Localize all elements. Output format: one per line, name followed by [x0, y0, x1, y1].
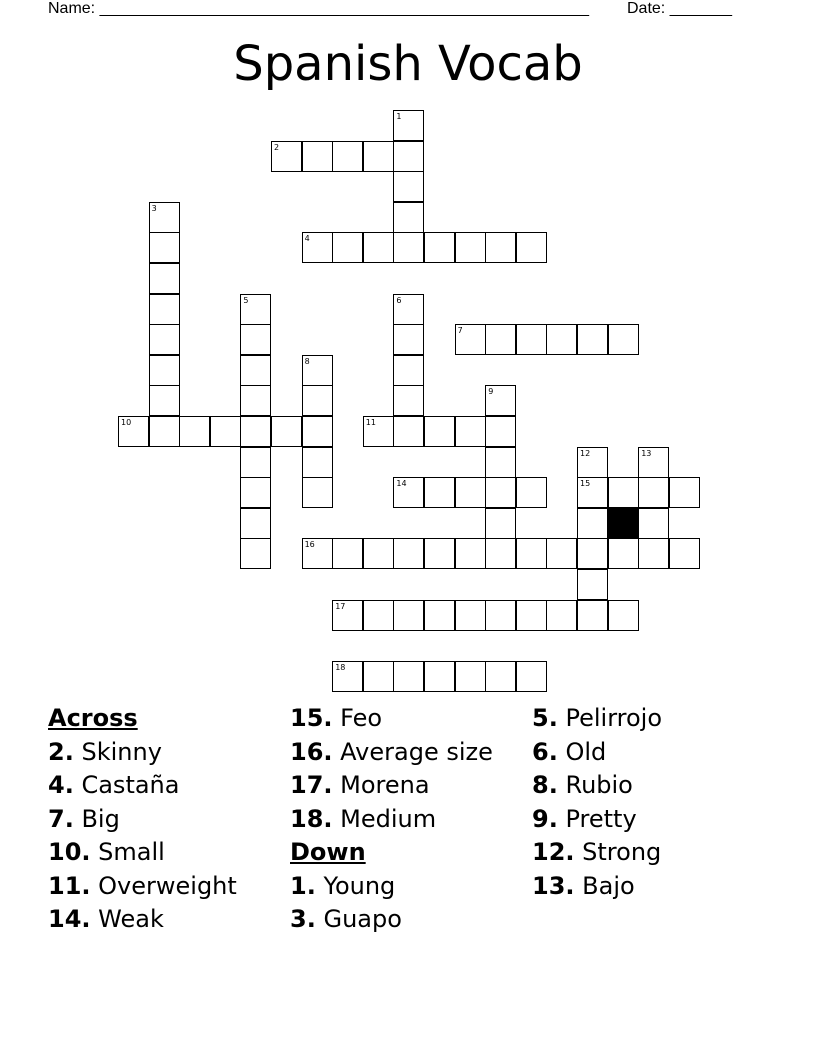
crossword-cell[interactable]	[485, 477, 516, 508]
cell-number: 11	[365, 418, 376, 427]
crossword-cell[interactable]	[393, 355, 424, 386]
crossword-cell[interactable]	[271, 416, 302, 447]
clue-text: Average size	[340, 737, 493, 766]
down-clue	[532, 870, 662, 904]
clue-text: Medium	[340, 804, 437, 833]
across-clue	[48, 803, 237, 837]
crossword-cell[interactable]	[424, 232, 455, 263]
across-heading: Across	[48, 704, 138, 732]
crossword-cell[interactable]	[485, 232, 516, 263]
crossword-cell[interactable]	[424, 416, 455, 447]
crossword-cell[interactable]	[485, 416, 516, 447]
cell-number: 3	[151, 203, 157, 213]
crossword-cell[interactable]	[546, 600, 577, 631]
cell-number: 4	[304, 234, 310, 244]
crossword-cell[interactable]	[516, 661, 547, 692]
clue-number: 13.	[532, 871, 575, 900]
cell-number: 9	[488, 387, 494, 397]
crossword-cell[interactable]	[393, 232, 424, 263]
crossword-cell[interactable]	[302, 538, 333, 569]
crossword-cell[interactable]	[363, 538, 394, 569]
cell-number: 16	[304, 540, 315, 550]
crossword-cell[interactable]	[577, 538, 608, 569]
clue-column-3	[532, 702, 662, 903]
crossword-cell[interactable]	[455, 324, 486, 355]
crossword-cell[interactable]	[332, 141, 363, 172]
crossword-cell[interactable]	[577, 569, 608, 600]
crossword-cell[interactable]	[455, 600, 486, 631]
crossword-cell[interactable]	[485, 447, 516, 478]
cell-number: 14	[396, 479, 407, 489]
clue-number: 1.	[290, 871, 316, 900]
clue-number: 6.	[532, 737, 558, 766]
clue-text: Guapo	[323, 905, 402, 933]
crossword-cell[interactable]	[393, 538, 424, 569]
clue-number: 15.	[290, 704, 333, 732]
clue-text: Morena	[340, 771, 430, 799]
crossword-cell[interactable]	[149, 232, 180, 263]
crossword-cell[interactable]	[332, 538, 363, 569]
cell-number: 6	[396, 295, 402, 305]
crossword-cell[interactable]	[393, 110, 424, 141]
down-heading: Down	[290, 838, 366, 866]
crossword-cell[interactable]	[608, 324, 639, 355]
crossword-cell[interactable]	[393, 416, 424, 447]
crossword-cell[interactable]	[516, 324, 547, 355]
crossword-cell[interactable]	[577, 447, 608, 478]
across-clue	[48, 736, 237, 770]
crossword-cell[interactable]	[393, 141, 424, 172]
clue-number: 9.	[532, 804, 558, 833]
across-clue	[48, 769, 237, 803]
across-clue	[290, 769, 493, 803]
crossword-cell[interactable]	[240, 508, 271, 539]
crossword-cell[interactable]	[516, 538, 547, 569]
clue-number: 7.	[48, 804, 74, 833]
clue-number: 5.	[532, 704, 558, 732]
crossword-cell[interactable]	[332, 600, 363, 631]
crossword-cell[interactable]	[302, 447, 333, 478]
crossword-cell[interactable]	[149, 355, 180, 386]
crossword-cell[interactable]	[485, 600, 516, 631]
clue-text: Overweight	[98, 871, 237, 900]
crossword-cell[interactable]	[363, 416, 394, 447]
crossword-cell[interactable]	[577, 477, 608, 508]
clue-text: Skinny	[81, 737, 162, 766]
crossword-cell[interactable]	[210, 416, 241, 447]
clue-column-1	[48, 702, 237, 937]
crossword-cell[interactable]	[638, 447, 669, 478]
crossword-cell[interactable]	[332, 232, 363, 263]
crossword-cell[interactable]	[455, 416, 486, 447]
crossword-cell[interactable]	[118, 416, 149, 447]
crossword-cell[interactable]	[485, 538, 516, 569]
cell-number: 10	[121, 418, 132, 427]
date-field-label: Date: _______	[627, 0, 732, 17]
crossword-cell[interactable]	[608, 600, 639, 631]
crossword-cell[interactable]	[240, 294, 271, 325]
crossword-cell[interactable]	[393, 600, 424, 631]
clue-text: Rubio	[565, 771, 633, 799]
crossword-cell[interactable]	[149, 294, 180, 325]
cell-number: 15	[580, 479, 591, 489]
crossword-cell[interactable]	[424, 661, 455, 692]
clue-number: 10.	[48, 838, 91, 866]
down-clue	[532, 803, 662, 837]
crossword-cell[interactable]	[455, 232, 486, 263]
clue-number: 14.	[48, 905, 91, 933]
crossword-cell[interactable]	[485, 508, 516, 539]
crossword-cell[interactable]	[546, 324, 577, 355]
crossword-cell[interactable]	[363, 232, 394, 263]
crossword-cell[interactable]	[363, 141, 394, 172]
crossword-cell[interactable]	[393, 661, 424, 692]
crossword-cell[interactable]	[271, 141, 302, 172]
crossword-cell[interactable]	[302, 416, 333, 447]
crossword-cell[interactable]	[669, 538, 700, 569]
crossword-cell[interactable]	[424, 477, 455, 508]
crossword-cell[interactable]	[240, 385, 271, 416]
clue-number: 11.	[48, 871, 91, 900]
crossword-cell[interactable]	[393, 324, 424, 355]
cell-number: 12	[580, 448, 591, 458]
crossword-cell[interactable]	[240, 324, 271, 355]
cell-number: 17	[335, 601, 346, 611]
crossword-cell[interactable]	[424, 600, 455, 631]
crossword-cell[interactable]	[149, 416, 180, 447]
crossword-cell[interactable]	[149, 324, 180, 355]
crossword-cell[interactable]	[546, 538, 577, 569]
clue-text: Bajo	[582, 871, 635, 900]
crossword-cell[interactable]	[240, 355, 271, 386]
down-clue	[290, 903, 493, 937]
crossword-cell[interactable]	[638, 538, 669, 569]
down-clue	[532, 736, 662, 770]
crossword-cell[interactable]	[516, 232, 547, 263]
down-clue	[290, 870, 493, 904]
across-clue	[48, 870, 237, 904]
crossword-cell[interactable]	[638, 508, 669, 539]
crossword-cell[interactable]	[302, 141, 333, 172]
crossword-cell[interactable]	[179, 416, 210, 447]
crossword-cell[interactable]	[393, 202, 424, 233]
cell-number: 13	[641, 448, 652, 458]
clue-number: 3.	[290, 905, 316, 933]
clue-text: Pelirrojo	[565, 704, 663, 732]
clue-text: Old	[565, 737, 607, 766]
crossword-cell[interactable]	[240, 416, 271, 447]
crossword-cell[interactable]	[485, 324, 516, 355]
cell-number: 2	[274, 142, 280, 152]
cell-number: 7	[457, 326, 463, 336]
crossword-cell[interactable]	[393, 477, 424, 508]
clue-text: Strong	[582, 838, 662, 866]
clue-number: 17.	[290, 771, 333, 799]
cell-number: 1	[396, 112, 402, 121]
clue-number: 18.	[290, 804, 333, 833]
across-clue	[290, 803, 493, 837]
crossword-cell[interactable]	[393, 294, 424, 325]
crossword-cell[interactable]	[332, 661, 363, 692]
crossword-cell[interactable]	[455, 538, 486, 569]
across-clue	[48, 836, 237, 870]
clue-text: Big	[81, 804, 120, 833]
crossword-cell[interactable]	[485, 661, 516, 692]
crossword-cell[interactable]	[302, 355, 333, 386]
clue-number: 16.	[290, 737, 333, 766]
crossword-cell[interactable]	[424, 538, 455, 569]
crossword-cell[interactable]	[363, 600, 394, 631]
crossword-cell[interactable]	[455, 477, 486, 508]
clue-text: Pretty	[565, 804, 637, 833]
name-field-label: Name: _______________________________________________________	[48, 0, 589, 17]
crossword-cell[interactable]	[363, 661, 394, 692]
crossword-cell[interactable]	[485, 385, 516, 416]
page-title: Spanish Vocab	[233, 36, 583, 92]
crossword-cell[interactable]	[516, 600, 547, 631]
crossword-cell[interactable]	[302, 232, 333, 263]
crossword-cell[interactable]	[608, 538, 639, 569]
crossword-cell[interactable]	[240, 477, 271, 508]
crossword-cell[interactable]	[577, 324, 608, 355]
clue-text: Weak	[98, 905, 164, 933]
crossword-cell[interactable]	[455, 661, 486, 692]
down-clue	[532, 702, 662, 736]
crossword-cell[interactable]	[149, 385, 180, 416]
cell-number: 8	[304, 356, 310, 366]
cell-number: 5	[243, 295, 249, 305]
clue-number: 2.	[48, 737, 74, 766]
crossword-cell[interactable]	[240, 538, 271, 569]
clue-text: Young	[323, 871, 396, 900]
crossword-cell[interactable]	[302, 385, 333, 416]
crossword-cell[interactable]	[608, 477, 639, 508]
clue-text: Castaña	[81, 771, 180, 799]
clue-text: Feo	[340, 704, 383, 732]
crossword-cell[interactable]	[393, 385, 424, 416]
crossword-cell[interactable]	[393, 171, 424, 202]
crossword-cell[interactable]	[516, 477, 547, 508]
across-clue	[290, 702, 493, 736]
crossword-black-cell	[608, 508, 639, 539]
crossword-cell[interactable]	[577, 600, 608, 631]
crossword-cell[interactable]	[149, 202, 180, 233]
across-clue	[48, 903, 237, 937]
crossword-cell[interactable]	[638, 477, 669, 508]
crossword-cell[interactable]	[240, 447, 271, 478]
clue-number: 4.	[48, 771, 74, 799]
across-clue	[290, 736, 493, 770]
crossword-cell[interactable]	[577, 508, 608, 539]
crossword-cell[interactable]	[669, 477, 700, 508]
clue-number: 12.	[532, 838, 575, 866]
crossword-cell[interactable]	[149, 263, 180, 294]
clue-number: 8.	[532, 771, 558, 799]
clue-text: Small	[98, 838, 165, 866]
crossword-cell[interactable]	[302, 477, 333, 508]
cell-number: 18	[335, 662, 346, 672]
down-clue	[532, 836, 662, 870]
clue-column-2	[290, 702, 493, 937]
down-clue	[532, 769, 662, 803]
